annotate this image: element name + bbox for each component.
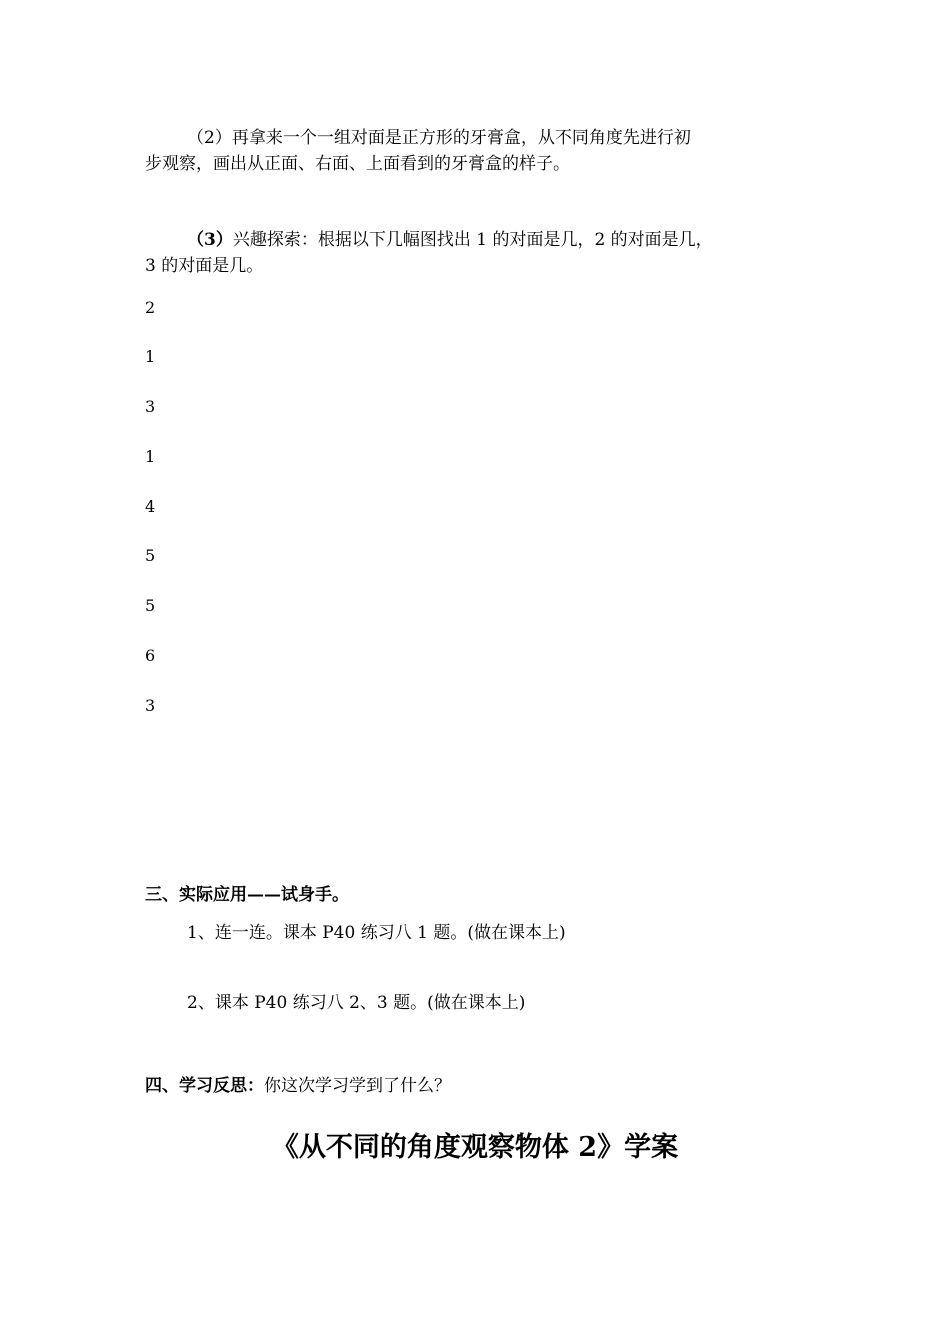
cube-number: 1 [145, 347, 156, 366]
cube-number: 2 [145, 298, 156, 317]
section4-heading: 四、学习反思： [145, 1076, 264, 1096]
cube-number: 5 [145, 596, 156, 615]
para3-label: （3） [187, 230, 233, 250]
section4-line [145, 1074, 451, 1098]
next-lesson-title: 《从不同的角度观察物体 2》学案 [271, 1132, 679, 1163]
cube-number: 5 [145, 546, 156, 565]
cube-number: 3 [145, 397, 156, 416]
para3-line1 [187, 228, 713, 252]
section4-question: 你这次学习学到了什么？ [264, 1076, 451, 1096]
section3-item1: 1、连一连。课本 P40 练习八 1 题。(做在课本上) [187, 923, 566, 943]
section3-item2: 2、课本 P40 练习八 2、3 题。(做在课本上) [187, 993, 526, 1013]
section3-heading: 三、实际应用——试身手。 [145, 885, 349, 905]
cube-number: 6 [145, 646, 156, 665]
para2-line1: （2）再拿来一个一组对面是正方形的牙膏盒，从不同角度先进行初 [187, 128, 691, 148]
cube-number: 3 [145, 696, 156, 715]
cube-number: 1 [145, 447, 156, 466]
para3-text: 兴趣探索：根据以下几幅图找出 1 的对面是几，2 的对面是几， [232, 230, 713, 250]
para3-line2: 3 的对面是几。 [145, 256, 264, 276]
cube-number: 4 [145, 497, 156, 516]
para2-line2: 步观察，画出从正面、右面、上面看到的牙膏盒的样子。 [145, 154, 570, 174]
